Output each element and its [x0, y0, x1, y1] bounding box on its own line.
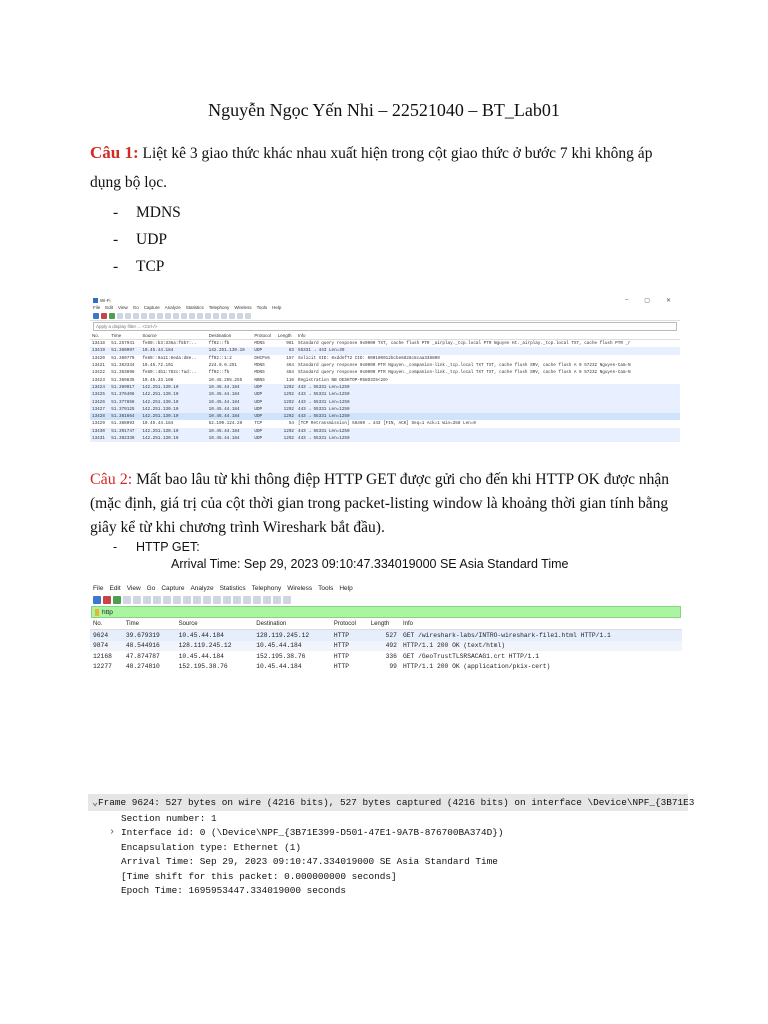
cell-length: 110: [286, 377, 294, 383]
detail-line-interface[interactable]: › Interface id: 0 (\Device\NPF_{3B71E399-D501-47E1-9A7B-876700BA374D}): [109, 827, 504, 839]
cell-protocol: UDP: [252, 435, 275, 442]
cell-no: 13422: [92, 370, 105, 376]
cell-source: 142.251.130.10: [140, 398, 206, 405]
cell-protocol: UDP: [252, 391, 275, 398]
cell-info: GET /GeoTrustTLSRSACAG1.crt HTTP/1.1: [402, 652, 540, 660]
column-header-source[interactable]: Source: [176, 618, 254, 630]
column-header-no[interactable]: No.: [90, 332, 109, 340]
display-filter-input[interactable]: [91, 606, 681, 618]
cell-protocol: UDP: [252, 428, 275, 435]
cell-destination: 128.119.245.12: [253, 630, 331, 641]
cell-source: 142.251.130.10: [140, 435, 206, 442]
menu-bar: [90, 582, 682, 594]
cell-info: 443 → 55331 Len=1250: [296, 413, 680, 420]
column-header-length[interactable]: Length: [276, 332, 296, 340]
chevron-down-icon[interactable]: ⌄: [92, 797, 99, 809]
cell-source: fe80::9a11:8eda:d8e..: [142, 355, 197, 361]
autoscroll-icon[interactable]: [233, 596, 241, 604]
cell-length: 83: [276, 347, 296, 354]
column-header-info[interactable]: Info: [400, 618, 682, 630]
wireshark-fin-icon: [93, 298, 98, 303]
cell-length: 484: [286, 370, 294, 376]
menu-item-file[interactable]: File: [93, 584, 104, 592]
reload-icon[interactable]: [163, 596, 171, 604]
find-icon[interactable]: [173, 596, 181, 604]
menu-item-statistics[interactable]: Statistics: [219, 584, 246, 592]
cell-no: 12277: [93, 663, 112, 671]
column-header-time[interactable]: Time: [109, 332, 140, 340]
cell-length: 1292: [276, 435, 296, 442]
cell-protocol: MDNS: [254, 341, 265, 347]
cell-destination: 142.251.130.10: [207, 347, 253, 354]
cell-protocol: UDP: [252, 398, 275, 405]
menu-item-view[interactable]: View: [126, 584, 141, 592]
menu-item-tools[interactable]: Tools: [318, 584, 334, 592]
open-file-icon[interactable]: [133, 596, 141, 604]
cell-source: 10.45.44.184: [178, 652, 224, 660]
options-icon[interactable]: [117, 313, 123, 319]
cell-info: 443 → 55331 Len=1250: [296, 398, 680, 405]
cell-source: 10.45.72.101: [142, 363, 174, 369]
cell-protocol: UDP: [252, 406, 275, 413]
menu-item-wireless[interactable]: Wireless: [287, 584, 313, 592]
cell-source: 128.119.245.12: [176, 641, 254, 652]
column-header-protocol[interactable]: Protocol: [331, 618, 368, 630]
question-2-text: Mất bao lâu từ khi thông điệp HTTP GET được gửi cho đến khi HTTP OK được nhận (mặc định, giá trị của cột thời gian trong packet-listing window là khoảng thời gian tính bằng giây kể từ khi chương trình Wireshark bắt đầu).: [90, 471, 669, 536]
cell-protocol: HTTP: [331, 641, 368, 652]
column-header-no[interactable]: No.: [90, 618, 123, 630]
column-header-time[interactable]: Time: [123, 618, 176, 630]
table-row[interactable]: [90, 355, 680, 362]
table-row[interactable]: [90, 384, 680, 391]
back-icon[interactable]: [165, 313, 171, 319]
table-row[interactable]: [90, 420, 680, 427]
table-row[interactable]: [90, 435, 680, 442]
cell-length: 1292: [276, 384, 296, 391]
cell-length: 1292: [276, 391, 296, 398]
resize-columns-icon[interactable]: [283, 596, 291, 604]
minimize-icon: –: [624, 296, 629, 303]
cell-length: 54: [288, 421, 294, 427]
menu-item-analyze[interactable]: Analyze: [190, 584, 214, 592]
cell-time: 51.363898: [111, 370, 135, 376]
column-header-destination[interactable]: Destination: [253, 618, 331, 630]
cell-time: 51.381664: [109, 413, 140, 420]
cell-no: 13425: [90, 391, 109, 398]
table-row[interactable]: [90, 413, 680, 420]
list-item: - MDNS: [113, 204, 181, 221]
restart-capture-icon[interactable]: [109, 313, 115, 319]
detail-line: Section number: 1: [121, 812, 217, 824]
stop-capture-icon[interactable]: [103, 596, 111, 604]
detail-line: [Time shift for this packet: 0.000000000 seconds]: [121, 870, 397, 882]
menu-item-capture[interactable]: Capture: [161, 584, 185, 592]
cell-info: GET /wireshark-labs/INTRO-wireshark-file1.html HTTP/1.1: [400, 630, 682, 641]
cell-source: 142.251.130.10: [140, 413, 206, 420]
display-filter-input[interactable]: Apply a display filter ... <Ctrl-/>: [93, 322, 677, 331]
display-filter-value: http: [102, 608, 113, 616]
cell-length: 336: [385, 652, 397, 660]
save-file-icon[interactable]: [133, 313, 139, 319]
table-row[interactable]: [90, 398, 680, 405]
cell-info: Solicit XID: 0xddef72 CID: 000100012bcbe6828c8caa338800: [298, 355, 440, 361]
close-file-icon[interactable]: [153, 596, 161, 604]
cell-no: 9874: [90, 641, 123, 652]
options-icon[interactable]: [123, 596, 131, 604]
menu-item-edit[interactable]: Edit: [109, 584, 121, 592]
table-row[interactable]: [90, 369, 680, 376]
cell-info: 443 → 55331 Len=1250: [296, 384, 680, 391]
colorize-icon[interactable]: [243, 596, 251, 604]
chevron-right-icon[interactable]: ›: [109, 827, 116, 839]
cell-no: 13420: [92, 355, 105, 361]
cell-length: 527: [368, 630, 400, 641]
cell-no: 13428: [90, 413, 109, 420]
back-icon[interactable]: [183, 596, 191, 604]
zoom-in-icon[interactable]: [221, 313, 227, 319]
cell-time: 51.379125: [109, 406, 140, 413]
cell-time: 51.391747: [109, 428, 140, 435]
window-controls[interactable]: [625, 297, 677, 304]
question-1: [90, 138, 680, 197]
cell-protocol: UDP: [252, 384, 275, 391]
filter-bookmark-icon[interactable]: [95, 609, 99, 616]
question-1-label: Câu 1:: [90, 143, 139, 162]
cell-source: 142.251.130.10: [140, 384, 206, 391]
cell-destination: 10.45.44.184: [256, 663, 302, 671]
cell-info: HTTP/1.1 200 OK (text/html): [400, 641, 682, 652]
wireshark-screenshot-unfiltered: [90, 296, 680, 441]
menu-item-telephony[interactable]: Telephony: [251, 584, 282, 592]
cell-time: 48.544916: [123, 641, 176, 652]
zoom-reset-icon[interactable]: [237, 313, 243, 319]
main-toolbar: [90, 594, 682, 606]
column-header-source[interactable]: Source: [140, 332, 206, 340]
menu-item-go[interactable]: Go: [146, 584, 156, 592]
cell-destination: ff02::fb: [208, 370, 230, 376]
cell-destination: 10.45.44.184: [207, 384, 253, 391]
cell-source: 10.45.44.184: [142, 421, 174, 427]
autoscroll-icon[interactable]: [205, 313, 211, 319]
cell-length: 1292: [276, 398, 296, 405]
column-header-info[interactable]: Info: [296, 332, 680, 340]
menu-item-telephony[interactable]: Telephony: [208, 305, 230, 310]
cell-destination: ff02::fb: [208, 341, 230, 347]
packet-list: [90, 618, 682, 672]
menu-item-view[interactable]: View: [118, 305, 128, 310]
start-capture-icon[interactable]: [93, 596, 101, 604]
cell-length: 492: [368, 641, 400, 652]
column-header-length[interactable]: Length: [368, 618, 400, 630]
menu-bar: [90, 304, 680, 311]
column-header-protocol[interactable]: Protocol: [252, 332, 275, 340]
last-packet-icon[interactable]: [223, 596, 231, 604]
cell-no: 13430: [90, 428, 109, 435]
cell-no: 13424: [90, 384, 109, 391]
reload-icon[interactable]: [149, 313, 155, 319]
cell-no: 13423: [92, 377, 105, 383]
list-item: - TCP: [113, 258, 165, 275]
cell-time: 51.360097: [109, 347, 140, 354]
table-row[interactable]: [90, 428, 680, 435]
table-row[interactable]: [90, 630, 682, 641]
cell-info: Standard query response 0x0000 PTR Nguyen._companion-link._tcp.local TXT TXT, cache flush SRV, cache flush A 0 57232 Nguyen-Cam-N: [298, 370, 631, 376]
cell-no: 13429: [92, 421, 105, 427]
last-packet-icon[interactable]: [197, 313, 203, 319]
cell-info: 443 → 55331 Len=1250: [296, 391, 680, 398]
cell-info: HTTP/1.1 200 OK (application/pkix-cert): [402, 663, 551, 671]
wireshark-screenshot-http-filter: [90, 582, 682, 714]
menu-item-tools[interactable]: Tools: [256, 305, 268, 310]
restart-capture-icon[interactable]: [113, 596, 121, 604]
menu-item-analyze[interactable]: Analyze: [164, 305, 181, 310]
cell-time: 51.376406: [109, 391, 140, 398]
list-item: - UDP: [113, 231, 168, 248]
cell-source: fe80::4b1:782c:7ad:..: [142, 370, 197, 376]
cell-info: Standard query response 0x0000 PTR Nguyen._companion-link._tcp.local TXT TXT, cache flush SRV, cache flush A 0 57232 Nguyen-Cam-N: [298, 363, 631, 369]
cell-time: 51.363334: [111, 363, 135, 369]
cell-length: 464: [286, 363, 294, 369]
zoom-out-icon[interactable]: [229, 313, 235, 319]
menu-item-help[interactable]: Help: [339, 584, 353, 592]
cell-no: 13421: [92, 363, 105, 369]
first-packet-icon[interactable]: [189, 313, 195, 319]
cell-time: 51.369017: [109, 384, 140, 391]
cell-no: 13426: [90, 398, 109, 405]
cell-length: 99: [389, 663, 397, 671]
resize-columns-icon[interactable]: [245, 313, 251, 319]
cell-time: 51.392339: [109, 435, 140, 442]
cell-time: 51.377856: [109, 398, 140, 405]
cell-info: 443 → 55331 Len=1250: [296, 406, 680, 413]
forward-icon[interactable]: [173, 313, 179, 319]
detail-line: Epoch Time: 1695953447.334019000 seconds: [121, 885, 347, 897]
save-file-icon[interactable]: [143, 596, 151, 604]
menu-item-file[interactable]: File: [93, 305, 101, 310]
goto-icon[interactable]: [181, 313, 187, 319]
cell-source: 142.251.130.10: [140, 428, 206, 435]
cell-no: 13431: [90, 435, 109, 442]
cell-protocol: UDP: [252, 347, 275, 354]
cell-source: 10.45.33.108: [142, 377, 174, 383]
cell-protocol: MDNS: [254, 370, 265, 376]
table-row[interactable]: [90, 340, 680, 348]
cell-protocol: DHCPv6: [254, 355, 270, 361]
table-row[interactable]: [90, 347, 680, 354]
maximize-icon: ▢: [644, 297, 650, 304]
menu-item-wireless[interactable]: Wireless: [234, 305, 252, 310]
open-file-icon[interactable]: [125, 313, 131, 319]
cell-info: 443 → 55331 Len=1250: [296, 428, 680, 435]
cell-protocol: HTTP: [333, 652, 350, 660]
cell-protocol: HTTP: [333, 663, 350, 671]
question-2-label: Câu 2:: [90, 471, 133, 488]
cell-time: 48.274810: [125, 663, 160, 671]
close-icon: ✕: [665, 297, 671, 304]
cell-protocol: NBNS: [254, 377, 265, 383]
question-1-answer-list: [113, 204, 181, 285]
cell-protocol: HTTP: [331, 630, 368, 641]
column-header-destination[interactable]: Destination: [207, 332, 253, 340]
cell-info: 55331 → 443 Len=39: [296, 347, 680, 354]
forward-icon[interactable]: [193, 596, 201, 604]
cell-destination: 52.109.124.29: [208, 421, 243, 427]
question-1-text: Liệt kê 3 giao thức khác nhau xuất hiện trong cột giao thức ở bước 7 khi không áp dụng bộ lọc.: [90, 145, 653, 191]
packet-list: [90, 332, 680, 442]
packet-details-pane: [88, 794, 695, 897]
colorize-icon[interactable]: [213, 313, 219, 319]
goto-icon[interactable]: [203, 596, 211, 604]
table-row[interactable]: [90, 406, 680, 413]
question-2: [90, 468, 680, 540]
table-row[interactable]: [90, 362, 680, 369]
cell-time: 39.679319: [123, 630, 176, 641]
stop-capture-icon[interactable]: [101, 313, 107, 319]
table-row[interactable]: [90, 662, 682, 673]
cell-length: 1292: [276, 406, 296, 413]
cell-time: 51.360779: [111, 355, 135, 361]
menu-item-statistics[interactable]: Statistics: [185, 305, 204, 310]
menu-item-go[interactable]: Go: [132, 305, 139, 310]
cell-protocol: TCP: [254, 421, 263, 427]
cell-destination: 10.45.255.255: [208, 377, 243, 383]
cell-source: 10.45.44.184: [140, 347, 206, 354]
cell-source: 142.251.130.10: [140, 391, 206, 398]
cell-protocol: MDNS: [254, 363, 265, 369]
cell-no: 9624: [90, 630, 123, 641]
cell-no: 13427: [90, 406, 109, 413]
table-row[interactable]: [90, 641, 682, 652]
close-file-icon[interactable]: [141, 313, 147, 319]
cell-length: 1292: [276, 413, 296, 420]
cell-info: Registration NB DESKTOP-R58O3I5<20>: [298, 377, 389, 383]
cell-time: 51.369835: [111, 377, 135, 383]
first-packet-icon[interactable]: [213, 596, 221, 604]
cell-no: 12168: [93, 652, 112, 660]
cell-time: 47.874787: [125, 652, 160, 660]
document-title: Nguyễn Ngọc Yến Nhi – 22521040 – BT_Lab01: [208, 100, 560, 120]
cell-protocol: UDP: [252, 413, 275, 420]
cell-destination: 10.45.44.184: [207, 398, 253, 405]
cell-destination: 10.45.44.184: [253, 641, 331, 652]
cell-destination: 10.45.44.184: [207, 435, 253, 442]
window-title: Wi-Fi: [100, 297, 111, 303]
table-row[interactable]: [90, 391, 680, 398]
detail-line: Encapsulation type: Ethernet (1): [121, 841, 302, 853]
zoom-in-icon[interactable]: [253, 596, 261, 604]
window-titlebar: [90, 296, 680, 304]
menu-item-capture[interactable]: Capture: [143, 305, 160, 310]
cell-info: [TCP Retransmission] 56460 → 443 [FIN, ACK] Seq=1 Ack=1 Win=258 Len=0: [298, 421, 476, 427]
menu-item-edit[interactable]: Edit: [105, 305, 114, 310]
cell-destination: 10.45.44.184: [207, 413, 253, 420]
start-capture-icon[interactable]: [93, 313, 99, 319]
cell-no: 13419: [90, 347, 109, 354]
http-get-bullet: - HTTP GET:: [113, 540, 200, 554]
cell-length: 157: [286, 355, 294, 361]
zoom-out-icon[interactable]: [263, 596, 271, 604]
main-toolbar: [90, 311, 680, 321]
cell-destination: 10.45.44.184: [207, 391, 253, 398]
find-icon[interactable]: [157, 313, 163, 319]
cell-length: 961: [286, 341, 294, 347]
cell-destination: 10.45.44.184: [207, 428, 253, 435]
cell-info: 443 → 55331 Len=1250: [296, 435, 680, 442]
cell-destination: 224.0.0.251: [208, 363, 237, 369]
cell-time: 51.257941: [111, 341, 135, 347]
frame-summary-row[interactable]: ⌄ Frame 9624: 527 bytes on wire (4216 bits), 527 bytes captured (4216 bits) on interface \Device\NPF_{3B71E3: [88, 794, 688, 811]
cell-length: 1292: [276, 428, 296, 435]
cell-destination: ff02::1:2: [208, 355, 232, 361]
table-row[interactable]: [90, 376, 680, 383]
menu-item-help[interactable]: Help: [272, 305, 282, 310]
cell-source: 142.251.130.10: [140, 406, 206, 413]
cell-source: fe80::b3:336a:f6b7:..: [142, 341, 197, 347]
cell-source: 152.195.38.76: [178, 663, 228, 671]
detail-line: Arrival Time: Sep 29, 2023 09:10:47.334019000 SE Asia Standard Time: [121, 856, 498, 868]
cell-source: 10.45.44.184: [176, 630, 254, 641]
table-row[interactable]: [90, 651, 682, 662]
cell-info: Standard query response 0x0000 TXT, cache flush PTR _airplay._tcp.local PTR Nguyen Ht._airplay._tcp.local TXT, cache flush PTR _r: [298, 341, 631, 347]
cell-time: 51.388093: [111, 421, 135, 427]
cell-destination: 10.45.44.184: [207, 406, 253, 413]
cell-no: 13418: [92, 341, 105, 347]
cell-destination: 152.195.38.76: [256, 652, 306, 660]
http-get-arrival-time: Arrival Time: Sep 29, 2023 09:10:47.334019000 SE Asia Standard Time: [171, 557, 569, 571]
zoom-reset-icon[interactable]: [273, 596, 281, 604]
